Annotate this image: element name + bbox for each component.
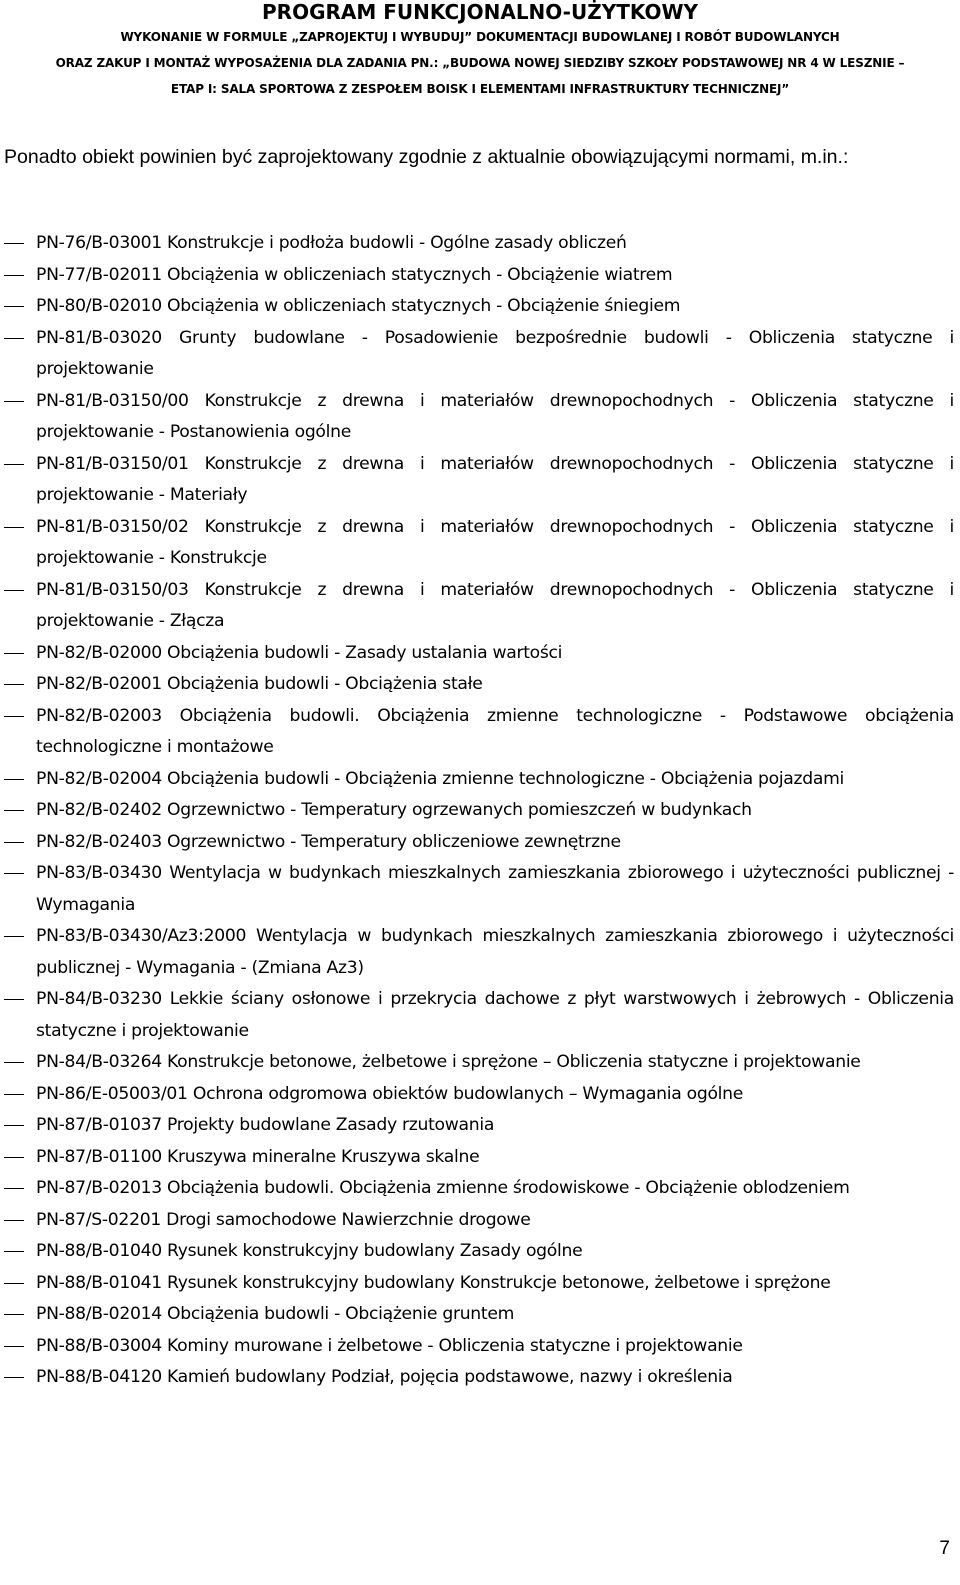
standards-list: [4, 228, 954, 1394]
list-item: PN-86/E-05003/01 Ochrona odgromowa obiektów budowlanych – Wymagania ogólne: [4, 1079, 954, 1111]
list-item: PN-83/B-03430/Az3:2000 Wentylacja w budynkach mieszkalnych zamieszkania zbiorowego i użyteczności publicznej - Wymagania - (Zmiana Az3): [4, 921, 954, 984]
list-item: PN-82/B-02402 Ogrzewnictwo - Temperatury ogrzewanych pomieszczeń w budynkach: [4, 795, 954, 827]
list-item: PN-88/B-02014 Obciążenia budowli - Obciążenie gruntem: [4, 1299, 954, 1331]
list-item: PN-82/B-02003 Obciążenia budowli. Obciążenia zmienne technologiczne - Podstawowe obciążenia technologiczne i montażowe: [4, 701, 954, 764]
list-item: PN-88/B-01041 Rysunek konstrukcyjny budowlany Konstrukcje betonowe, żelbetowe i sprężone: [4, 1268, 954, 1300]
list-item: PN-81/B-03150/02 Konstrukcje z drewna i materiałów drewnopochodnych - Obliczenia statyczne i projektowanie - Konstrukcje: [4, 512, 954, 575]
header-line-2: ORAZ ZAKUP I MONTAŻ WYPOSAŻENIA DLA ZADANIA PN.: „BUDOWA NOWEJ SIEDZIBY SZKOŁY PODSTAWOWEJ NR 4 W LESZNIE –: [55, 56, 905, 70]
list-item: PN-82/B-02001 Obciążenia budowli - Obciążenia stałe: [4, 669, 954, 701]
list-item: PN-81/B-03150/01 Konstrukcje z drewna i materiałów drewnopochodnych - Obliczenia statyczne i projektowanie - Materiały: [4, 449, 954, 512]
list-item: PN-88/B-04120 Kamień budowlany Podział, pojęcia podstawowe, nazwy i określenia: [4, 1362, 954, 1394]
list-item: PN-81/B-03020 Grunty budowlane - Posadowienie bezpośrednie budowli - Obliczenia statyczne i projektowanie: [4, 323, 954, 386]
list-item: PN-77/B-02011 Obciążenia w obliczeniach statycznych - Obciążenie wiatrem: [4, 260, 954, 292]
list-item: PN-84/B-03230 Lekkie ściany osłonowe i przekrycia dachowe z płyt warstwowych i żebrowych - Obliczenia statyczne i projektowanie: [4, 984, 954, 1047]
list-item: PN-87/B-01100 Kruszywa mineralne Kruszywa skalne: [4, 1142, 954, 1174]
list-item: PN-82/B-02403 Ogrzewnictwo - Temperatury obliczeniowe zewnętrzne: [4, 827, 954, 859]
list-item: PN-88/B-03004 Kominy murowane i żelbetowe - Obliczenia statyczne i projektowanie: [4, 1331, 954, 1363]
list-item: PN-83/B-03430 Wentylacja w budynkach mieszkalnych zamieszkania zbiorowego i użyteczności publicznej - Wymagania: [4, 858, 954, 921]
header-line-1: WYKONANIE W FORMULE „ZAPROJEKTUJ I WYBUDUJ” DOKUMENTACJI BUDOWLANEJ I ROBÓT BUDOWLANYCH: [120, 30, 840, 44]
list-item: PN-80/B-02010 Obciążenia w obliczeniach statycznych - Obciążenie śniegiem: [4, 291, 954, 323]
intro-paragraph: Ponadto obiekt powinien być zaprojektowany zgodnie z aktualnie obowiązującymi normami, m.in.:: [4, 146, 849, 168]
list-item: PN-82/B-02000 Obciążenia budowli - Zasady ustalania wartości: [4, 638, 954, 670]
page-header: [0, 0, 960, 97]
list-item: PN-87/B-01037 Projekty budowlane Zasady rzutowania: [4, 1110, 954, 1142]
header-line-3: ETAP I: SALA SPORTOWA Z ZESPOŁEM BOISK I ELEMENTAMI INFRASTRUKTURY TECHNICZNEJ”: [170, 82, 790, 96]
list-item: PN-87/B-02013 Obciążenia budowli. Obciążenia zmienne środowiskowe - Obciążenie oblodzeniem: [4, 1173, 954, 1205]
list-item: PN-81/B-03150/03 Konstrukcje z drewna i materiałów drewnopochodnych - Obliczenia statyczne i projektowanie - Złącza: [4, 575, 954, 638]
list-item: PN-76/B-03001 Konstrukcje i podłoża budowli - Ogólne zasady obliczeń: [4, 228, 954, 260]
header-title: PROGRAM FUNKCJONALNO-UŻYTKOWY: [262, 0, 698, 24]
list-item: PN-82/B-02004 Obciążenia budowli - Obciążenia zmienne technologiczne - Obciążenia pojazdami: [4, 764, 954, 796]
list-item: PN-81/B-03150/00 Konstrukcje z drewna i materiałów drewnopochodnych - Obliczenia statyczne i projektowanie - Postanowienia ogólne: [4, 386, 954, 449]
page-number: 7: [939, 1538, 950, 1559]
list-item: PN-87/S-02201 Drogi samochodowe Nawierzchnie drogowe: [4, 1205, 954, 1237]
list-item: PN-84/B-03264 Konstrukcje betonowe, żelbetowe i sprężone – Obliczenia statyczne i projektowanie: [4, 1047, 954, 1079]
list-item: PN-88/B-01040 Rysunek konstrukcyjny budowlany Zasady ogólne: [4, 1236, 954, 1268]
